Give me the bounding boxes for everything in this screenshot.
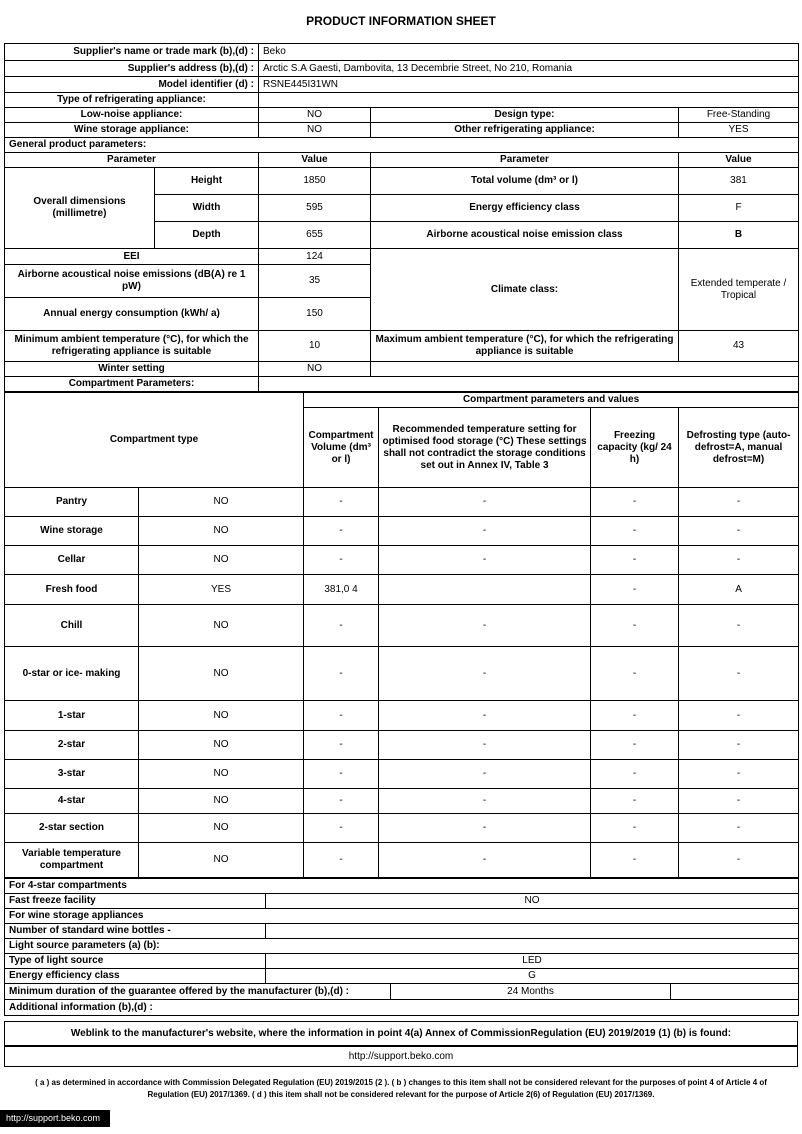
- compartment-name-cell: Cellar: [5, 546, 139, 575]
- bottom-table: [4, 878, 799, 1016]
- compartment-present-cell: NO: [139, 546, 304, 575]
- compartment-volume-cell: -: [304, 701, 379, 731]
- empty-cell: [259, 93, 799, 108]
- annual-energy-label: Annual energy consumption (kWh/ a): [5, 298, 259, 331]
- compartment-present-cell: NO: [139, 731, 304, 760]
- compartment-freezing-cell: -: [591, 814, 679, 843]
- compartment-present-cell: NO: [139, 647, 304, 701]
- guarantee-label: Minimum duration of the guarantee offered by the manufacturer (b),(d) :: [5, 984, 391, 1000]
- compartment-freezing-cell: -: [591, 731, 679, 760]
- compartment-name-cell: Chill: [5, 605, 139, 647]
- compartment-defrost-cell: -: [679, 647, 799, 701]
- compartment-present-cell: NO: [139, 760, 304, 789]
- height-label: Height: [155, 168, 259, 195]
- value-header-left: Value: [259, 153, 371, 168]
- compartment-volume-cell: -: [304, 843, 379, 878]
- four-star-section-row: [5, 879, 799, 894]
- wine-section-label: For wine storage appliances: [5, 909, 799, 924]
- compartment-defrost-cell: -: [679, 843, 799, 878]
- energy-class-value: F: [679, 195, 799, 222]
- compartment-volume-cell: -: [304, 814, 379, 843]
- compartment-freezing-cell: -: [591, 488, 679, 517]
- empty-cell: [259, 377, 799, 392]
- compartment-group-header-row: [5, 393, 799, 408]
- other-appliance-value: YES: [679, 123, 799, 138]
- depth-value: 655: [259, 222, 371, 249]
- compartment-volume-cell: -: [304, 789, 379, 814]
- compartment-name-cell: Pantry: [5, 488, 139, 517]
- overall-dimensions-label: Overall dimensions (millimetre): [5, 168, 155, 249]
- compartment-temp-cell: -: [379, 701, 591, 731]
- energy-class-label: Energy efficiency class: [371, 195, 679, 222]
- volume-header: Compartment Volume (dm³ or l): [304, 408, 379, 488]
- compartment-name-cell: 0-star or ice- making: [5, 647, 139, 701]
- guarantee-row: [5, 984, 799, 1000]
- light-class-row: [5, 969, 799, 984]
- height-value: 1850: [259, 168, 371, 195]
- supplier-name-label: Supplier's name or trade mark (b),(d) :: [5, 44, 259, 61]
- general-section-label: General product parameters:: [5, 138, 799, 153]
- compartment-temp-cell: -: [379, 760, 591, 789]
- fast-freeze-row: [5, 894, 799, 909]
- light-class-label: Energy efficiency class: [5, 969, 266, 984]
- wine-section-row: [5, 909, 799, 924]
- design-type-label: Design type:: [371, 108, 679, 123]
- compartment-present-cell: YES: [139, 575, 304, 605]
- compartment-present-cell: NO: [139, 814, 304, 843]
- noise-emissions-value: 35: [259, 265, 371, 298]
- compartment-defrost-cell: -: [679, 760, 799, 789]
- compartment-row: [5, 605, 799, 647]
- supplier-name-value: Beko: [259, 44, 799, 61]
- compartment-temp-cell: -: [379, 517, 591, 546]
- low-noise-row: [5, 108, 799, 123]
- compartment-row: [5, 575, 799, 605]
- compartment-defrost-cell: A: [679, 575, 799, 605]
- compartment-defrost-cell: -: [679, 789, 799, 814]
- supplier-address-value: Arctic S.A Gaesti, Dambovita, 13 Decembrie Street, No 210, Romania: [259, 61, 799, 77]
- min-temp-label: Minimum ambient temperature (°C), for which the refrigerating appliance is suitable: [5, 331, 259, 362]
- weblink-note: Weblink to the manufacturer's website, where the information in point 4(a) Annex of CommissionRegulation (EU) 2019/2019 (1) (b) is found:: [4, 1021, 798, 1046]
- general-info-table: [4, 43, 799, 392]
- compartment-name-cell: 4-star: [5, 789, 139, 814]
- light-type-value: LED: [266, 954, 799, 969]
- compartment-row: [5, 488, 799, 517]
- compartment-temp-cell: -: [379, 605, 591, 647]
- appliance-type-label: Type of refrigerating appliance:: [5, 93, 259, 108]
- page-title: PRODUCT INFORMATION SHEET: [306, 14, 496, 28]
- empty-cell: [371, 362, 799, 377]
- temp-setting-header: Recommended temperature setting for optimised food storage (°C) These settings shall not contradict the storage conditions set out in Annex IV, Table 3: [379, 408, 591, 488]
- light-type-label: Type of light source: [5, 954, 266, 969]
- low-noise-label: Low-noise appliance:: [5, 108, 259, 123]
- winter-setting-label: Winter setting: [5, 362, 259, 377]
- eei-row: [5, 249, 799, 265]
- compartment-freezing-cell: -: [591, 605, 679, 647]
- link-status-tooltip: http://support.beko.com: [0, 1110, 110, 1127]
- compartment-row: [5, 647, 799, 701]
- model-identifier-row: [5, 77, 799, 93]
- compartment-defrost-cell: -: [679, 488, 799, 517]
- compartment-row: [5, 843, 799, 878]
- compartment-freezing-cell: -: [591, 647, 679, 701]
- freezing-capacity-header: Freezing capacity (kg/ 24 h): [591, 408, 679, 488]
- compartment-volume-cell: -: [304, 517, 379, 546]
- compartment-present-cell: NO: [139, 843, 304, 878]
- compartment-row: [5, 546, 799, 575]
- compartment-freezing-cell: -: [591, 546, 679, 575]
- fast-freeze-value: NO: [266, 894, 799, 909]
- supplier-address-row: [5, 61, 799, 77]
- compartment-present-cell: NO: [139, 605, 304, 647]
- compartment-name-cell: 2-star: [5, 731, 139, 760]
- footnotes-text: ( a ) as determined in accordance with Commission Delegated Regulation (EU) 2019/2015 (2 ). ( b ) changes to this item shall not be considered relevant for the purposes of point 4 of Article 4 of Regulation (EU) 2017/1369. ( d ) this item shall not be considered relevant for the purpose of Article 2(6) of Regulation (EU) 2017/1369.: [35, 1078, 767, 1099]
- compartment-temp-cell: -: [379, 814, 591, 843]
- light-type-row: [5, 954, 799, 969]
- wine-storage-label: Wine storage appliance:: [5, 123, 259, 138]
- compartment-freezing-cell: -: [591, 843, 679, 878]
- compartment-temp-cell: -: [379, 546, 591, 575]
- other-appliance-label: Other refrigerating appliance:: [371, 123, 679, 138]
- compartment-temp-cell: [379, 575, 591, 605]
- light-section-row: [5, 939, 799, 954]
- wine-storage-row: [5, 123, 799, 138]
- noise-class-value: B: [679, 222, 799, 249]
- noise-class-label: Airborne acoustical noise emission class: [371, 222, 679, 249]
- compartment-volume-cell: -: [304, 605, 379, 647]
- defrost-type-header: Defrosting type (auto-defrost=A, manual defrost=M): [679, 408, 799, 488]
- appliance-type-row: [5, 93, 799, 108]
- compartment-defrost-cell: -: [679, 701, 799, 731]
- compartment-temp-cell: -: [379, 647, 591, 701]
- wine-bottles-row: [5, 924, 799, 939]
- light-section-label: Light source parameters (a) (b):: [5, 939, 799, 954]
- annual-energy-value: 150: [259, 298, 371, 331]
- max-temp-label: Maximum ambient temperature (°C), for which the refrigerating appliance is suitable: [371, 331, 679, 362]
- compartment-temp-cell: -: [379, 731, 591, 760]
- compartment-name-cell: 2-star section: [5, 814, 139, 843]
- compartment-volume-cell: -: [304, 488, 379, 517]
- compartment-name-cell: 1-star: [5, 701, 139, 731]
- height-row: [5, 168, 799, 195]
- compartment-temp-cell: -: [379, 789, 591, 814]
- total-volume-label: Total volume (dm³ or l): [371, 168, 679, 195]
- wine-bottles-label: Number of standard wine bottles -: [5, 924, 266, 939]
- depth-label: Depth: [155, 222, 259, 249]
- compartment-type-header: Compartment type: [5, 393, 304, 488]
- low-noise-value: NO: [259, 108, 371, 123]
- compartment-temp-cell: -: [379, 488, 591, 517]
- compartment-volume-cell: -: [304, 647, 379, 701]
- compartment-row: [5, 701, 799, 731]
- compartment-freezing-cell: -: [591, 575, 679, 605]
- compartment-row: [5, 760, 799, 789]
- compartment-name-cell: 3-star: [5, 760, 139, 789]
- compartment-row: [5, 731, 799, 760]
- compartment-name-cell: Wine storage: [5, 517, 139, 546]
- compartment-row: [5, 814, 799, 843]
- compartment-temp-cell: -: [379, 843, 591, 878]
- general-section-row: [5, 138, 799, 153]
- additional-info-label: Additional information (b),(d) :: [5, 1000, 799, 1016]
- compartment-defrost-cell: -: [679, 731, 799, 760]
- compartment-defrost-cell: -: [679, 546, 799, 575]
- winter-setting-row: [5, 362, 799, 377]
- design-type-value: Free-Standing: [679, 108, 799, 123]
- supplier-name-row: [5, 44, 799, 61]
- min-temp-value: 10: [259, 331, 371, 362]
- compartment-freezing-cell: -: [591, 760, 679, 789]
- value-header-right: Value: [679, 153, 799, 168]
- guarantee-value: 24 Months: [391, 984, 671, 1000]
- climate-class-label: Climate class:: [371, 249, 679, 331]
- compartment-name-cell: Fresh food: [5, 575, 139, 605]
- compartment-name-cell: Variable temperature compartment: [5, 843, 139, 878]
- supplier-address-label: Supplier's address (b),(d) :: [5, 61, 259, 77]
- parameter-header-left: Parameter: [5, 153, 259, 168]
- light-class-value: G: [266, 969, 799, 984]
- eei-label: EEI: [5, 249, 259, 265]
- noise-emissions-label: Airborne acoustical noise emissions (dB(A) re 1 pW): [5, 265, 259, 298]
- compartment-defrost-cell: -: [679, 517, 799, 546]
- compartment-freezing-cell: -: [591, 701, 679, 731]
- compartment-freezing-cell: -: [591, 789, 679, 814]
- compartment-present-cell: NO: [139, 488, 304, 517]
- winter-setting-value: NO: [259, 362, 371, 377]
- weblink-url-box: [4, 1046, 798, 1067]
- compartment-volume-cell: -: [304, 546, 379, 575]
- additional-info-row: [5, 1000, 799, 1016]
- total-volume-value: 381: [679, 168, 799, 195]
- compartment-table: [4, 392, 799, 878]
- width-value: 595: [259, 195, 371, 222]
- fast-freeze-label: Fast freeze facility: [5, 894, 266, 909]
- empty-cell: [671, 984, 799, 1000]
- param-header-row: [5, 153, 799, 168]
- model-identifier-label: Model identifier (d) :: [5, 77, 259, 93]
- model-identifier-value: RSNE445I31WN: [259, 77, 799, 93]
- empty-cell: [266, 924, 799, 939]
- four-star-section-label: For 4-star compartments: [5, 879, 799, 894]
- wine-storage-value: NO: [259, 123, 371, 138]
- width-label: Width: [155, 195, 259, 222]
- compartment-volume-cell: -: [304, 760, 379, 789]
- compartment-row: [5, 517, 799, 546]
- compartment-freezing-cell: -: [591, 517, 679, 546]
- parameter-header-right: Parameter: [371, 153, 679, 168]
- compartment-present-cell: NO: [139, 517, 304, 546]
- ambient-temp-row: [5, 331, 799, 362]
- climate-class-value: Extended temperate / Tropical: [679, 249, 799, 331]
- compartment-section-row: [5, 377, 799, 392]
- eei-value: 124: [259, 249, 371, 265]
- compartment-volume-cell: -: [304, 731, 379, 760]
- compartment-volume-cell: 381,0 4: [304, 575, 379, 605]
- max-temp-value: 43: [679, 331, 799, 362]
- compartment-defrost-cell: -: [679, 814, 799, 843]
- compartment-section-label: Compartment Parameters:: [5, 377, 259, 392]
- compartment-group-header: Compartment parameters and values: [304, 393, 799, 408]
- compartment-defrost-cell: -: [679, 605, 799, 647]
- compartment-row: [5, 789, 799, 814]
- compartment-present-cell: NO: [139, 701, 304, 731]
- support-website-link[interactable]: http://support.beko.com: [348, 1051, 454, 1062]
- compartment-present-cell: NO: [139, 789, 304, 814]
